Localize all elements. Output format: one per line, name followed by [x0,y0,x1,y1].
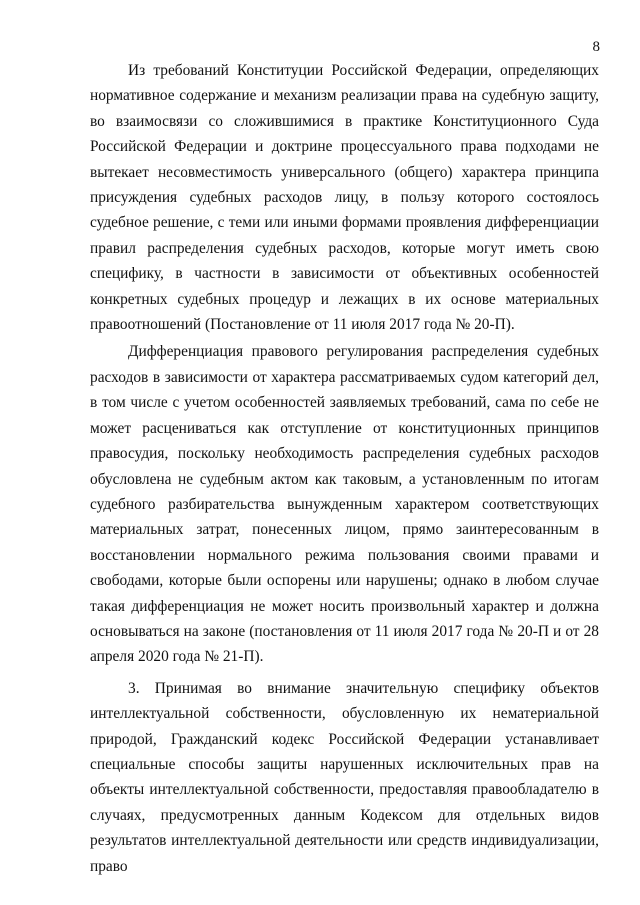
page-number: 8 [592,39,600,55]
paragraph: 3. Принимая во внимание значительную специфику объектов интеллектуальной собственности, обусловленную их нематериальной природой, Гражданский кодекс Российской Федерации устанавливает специальные способы защиты нарушенных исключительных прав на объекты интеллектуальной собственности, предоставляя правообладателю в случаях, предусмотренных данным Кодексом для отдельных видов результатов интеллектуальной деятельности или средств индивидуализации, право [90,679,599,875]
paragraph: Дифференциация правового регулирования распределения судебных расходов в зависимости от характера рассматриваемых судом категорий дел, в том числе с учетом особенностей заявляемых требований, сама по себе не может расцениваться как отступление от конституционных принципов правосудия, поскольку необходимость распределения судебных расходов обусловлена не судебным актом как таковым, а установленным по итогам судебного разбирательства вынужденным характером соответствующих материальных затрат, понесенных лицом, прямо заинтересованным в восстановлении нормального режима пользования своими правами и свободами, которые были оспорены или нарушены; однако в любом случае такая дифференциация не может носить произвольный характер и должна основываться на законе (постановления от 11 июля 2017 года № 20-П и от 28 апреля 2020 года № 21-П). [90,343,599,666]
document-body [90,58,599,881]
paragraph: Из требований Конституции Российской Федерации, определяющих нормативное содержание и механизм реализации права на судебную защиту, во взаимосвязи со сложившимися в практике Конституционного Суда Российской Федерации и доктрине процессуального права подходами не вытекает несовместимость универсального (общего) характера принципа присуждения судебных расходов лицу, в пользу которого состоялось судебное решение, с теми или иными формами проявления дифференциации правил распределения судебных расходов, которые могут иметь свою специфику, в частности в зависимости от объективных особенностей конкретных судебных процедур и лежащих в их основе материальных правоотношений (Постановление от 11 июля 2017 года № 20-П). [90,62,599,334]
